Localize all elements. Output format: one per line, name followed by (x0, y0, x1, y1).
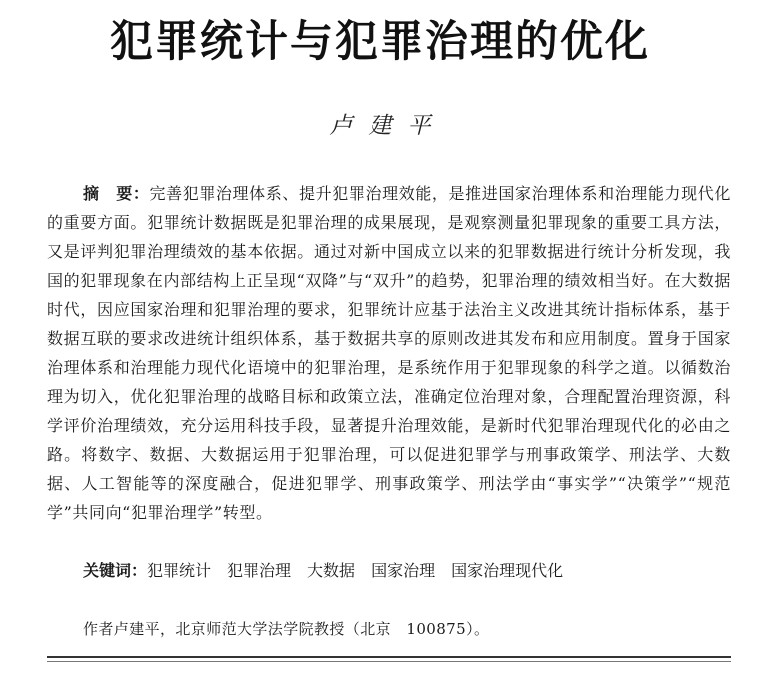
article-author: 卢建平 (329, 113, 447, 139)
abstract-label: 摘 要： (83, 184, 150, 203)
abstract-text: 完善犯罪治理体系、提升犯罪治理效能，是推进国家治理体系和治理能力现代化的重要方面。犯罪统计数据既是犯罪治理的成果展现，是观察测量犯罪现象的重要工具方法，又是评判犯罪治理绩效的基本依据。通过对新中国成立以来的犯罪数据进行统计分析发现，我国的犯罪现象在内部结构上正呈现“双降”与“双升”的趋势，犯罪治理的绩效相当好。在大数据时代，因应国家治理和犯罪治理的要求，犯罪统计应基于法治主义改进其统计指标体系，基于数据互联的要求改进统计组织体系，基于数据共享的原则改进其发布和应用制度。置身于国家治理体系和治理能力现代化语境中的犯罪治理，是系统作用于犯罪现象的科学之道。以循数治理为切入，优化犯罪治理的战略目标和政策立法，准确定位治理对象，合理配置治理资源，科学评价治理绩效，充分运用科技手段，显著提升治理效能，是新时代犯罪治理现代化的必由之路。将数字、数据、大数据运用于犯罪治理，可以促进犯罪学与刑事政策学、刑法学、大数据、人工智能等的深度融合，促进犯罪学、刑事政策学、刑法学由“事实学”“决策学”“规范学”共同向“犯罪治理学”转型。 (47, 184, 731, 522)
article-title: 犯罪统计与犯罪治理的优化 (110, 17, 650, 67)
keyword-item: 国家治理 (371, 561, 436, 580)
abstract-paragraph (47, 179, 731, 527)
footnote-divider-thick (47, 656, 731, 658)
keyword-item: 国家治理现代化 (451, 561, 564, 580)
keywords-line (83, 556, 733, 585)
footnote-divider-thin (47, 661, 731, 662)
keywords-label: 关键词： (83, 561, 148, 580)
author-affiliation: 作者卢建平，北京师范大学法学院教授（北京 100875）。 (83, 620, 490, 638)
keyword-item: 犯罪治理 (227, 561, 292, 580)
keyword-item: 大数据 (307, 561, 356, 580)
keyword-item: 犯罪统计 (147, 561, 212, 580)
